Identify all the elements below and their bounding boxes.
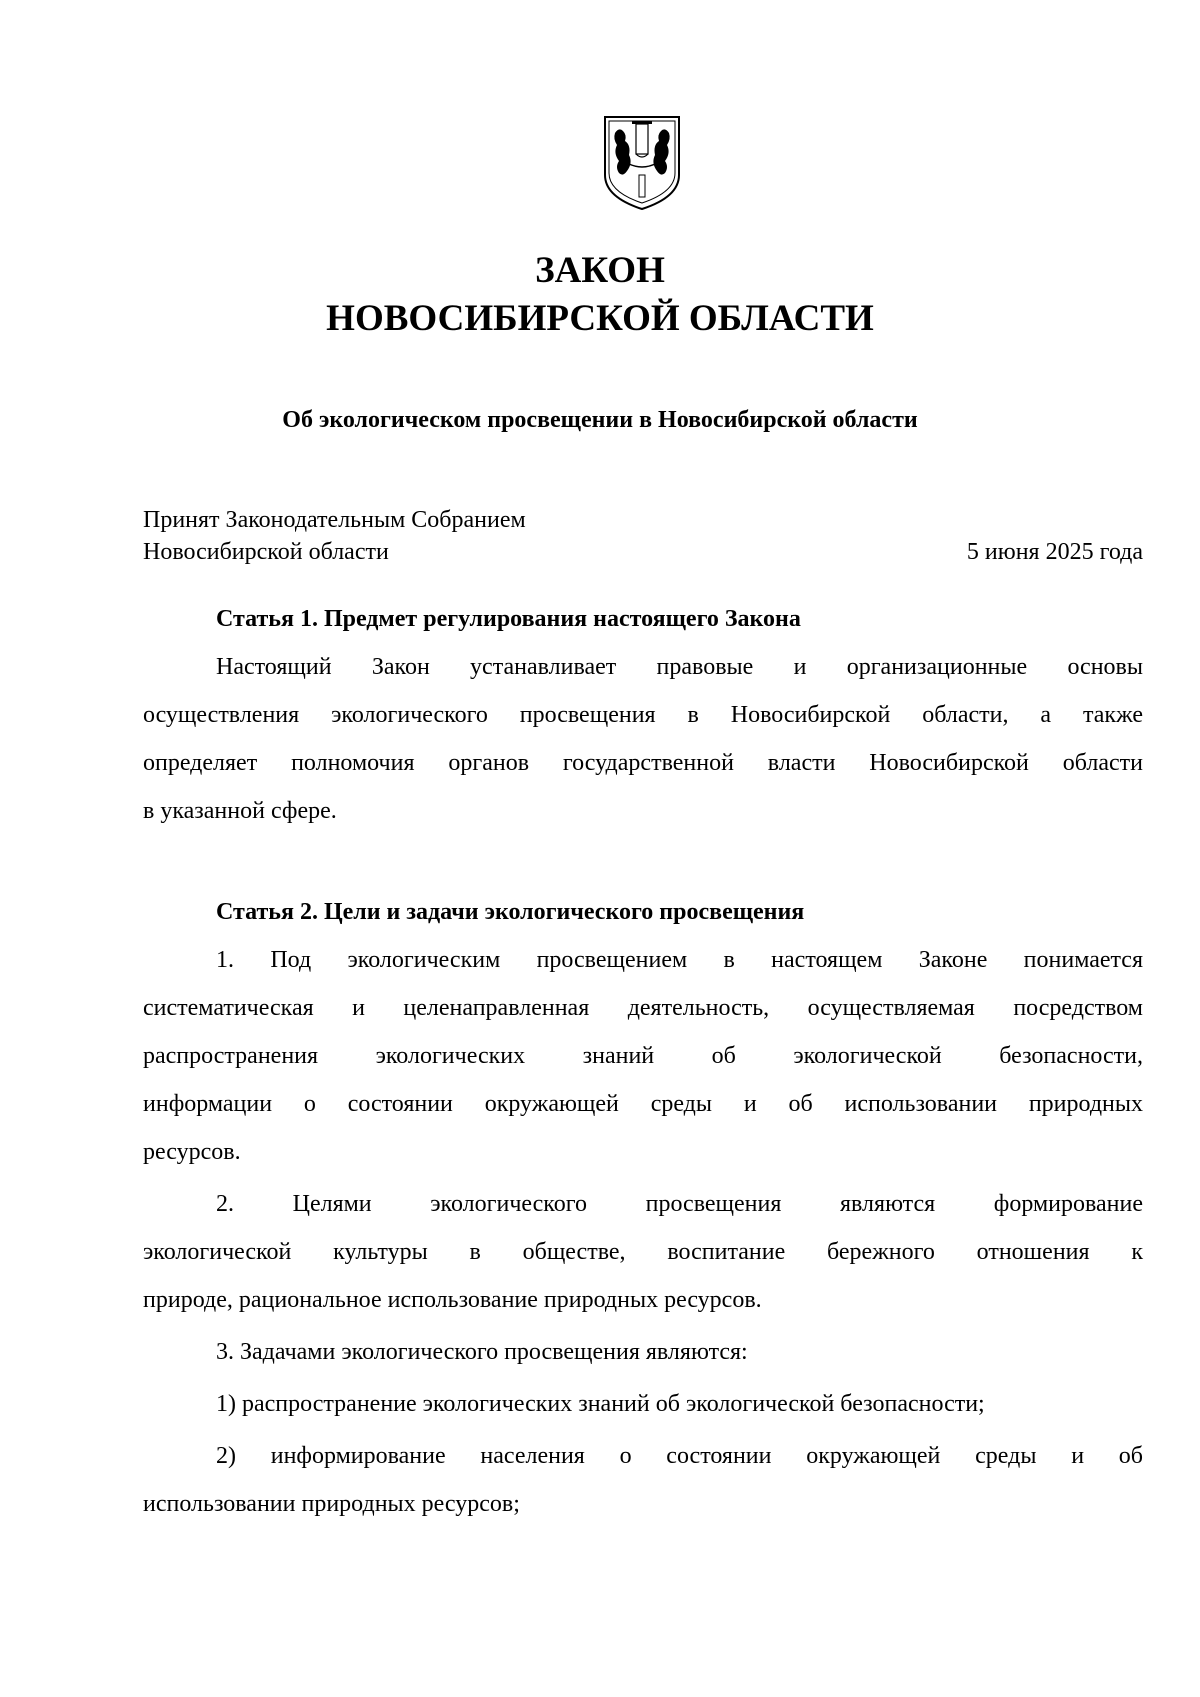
article2-line: распространения экологических знаний об экологической безопасности, <box>143 1043 1143 1069</box>
document-title-line1: ЗАКОН <box>535 250 665 291</box>
article1-line: осуществления экологического просвещения в Новосибирской области, а также <box>143 702 1143 728</box>
article2-line: ресурсов. <box>143 1139 241 1165</box>
coat-of-arms-emblem <box>601 113 683 213</box>
article2-title: Статья 2. Цели и задачи экологического просвещения <box>216 899 805 925</box>
adopted-by-line2: Новосибирской области <box>143 539 389 565</box>
article2-line: использовании природных ресурсов; <box>143 1491 520 1517</box>
adopted-by-line1: Принят Законодательным Собранием <box>143 507 526 533</box>
document-title-line2: НОВОСИБИРСКОЙ ОБЛАСТИ <box>326 298 874 339</box>
article2-line: природе, рациональное использование природных ресурсов. <box>143 1287 762 1313</box>
article2-line: 2. Целями экологического просвещения являются формирование <box>216 1191 1143 1217</box>
article2-line: информации о состоянии окружающей среды и об использовании природных <box>143 1091 1143 1117</box>
article2-line: 3. Задачами экологического просвещения являются: <box>216 1339 748 1365</box>
article1-line: определяет полномочия органов государственной власти Новосибирской области <box>143 750 1143 776</box>
article1-line: Настоящий Закон устанавливает правовые и организационные основы <box>216 654 1143 680</box>
article2-line: экологической культуры в обществе, воспитание бережного отношения к <box>143 1239 1143 1265</box>
article1-line: в указанной сфере. <box>143 798 337 824</box>
law-subtitle: Об экологическом просвещении в Новосибирской области <box>282 407 918 433</box>
article2-line: 1. Под экологическим просвещением в настоящем Законе понимается <box>216 947 1143 973</box>
article1-title: Статья 1. Предмет регулирования настоящего Закона <box>216 606 801 632</box>
article2-line: 1) распространение экологических знаний об экологической безопасности; <box>216 1391 985 1417</box>
adopted-date: 5 июня 2025 года <box>966 539 1143 565</box>
article2-line: 2) информирование населения о состоянии окружающей среды и об <box>216 1443 1143 1469</box>
article2-line: систематическая и целенаправленная деятельность, осуществляемая посредством <box>143 995 1143 1021</box>
